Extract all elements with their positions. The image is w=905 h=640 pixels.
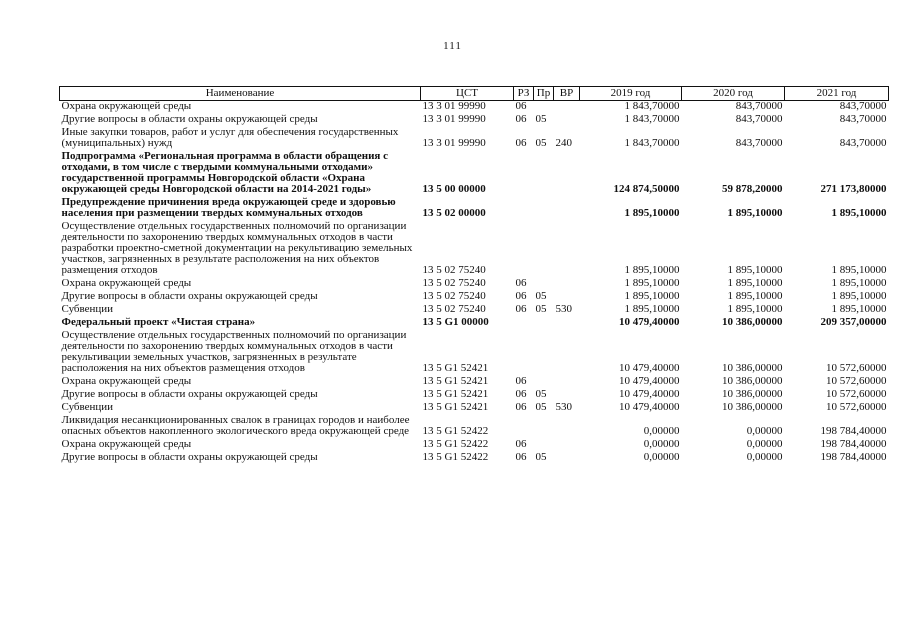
cell-pr bbox=[534, 197, 554, 221]
header-row bbox=[60, 87, 889, 101]
cell-rz: 06 bbox=[515, 277, 527, 289]
cell-2020: 0,00000 bbox=[746, 425, 783, 437]
cell-2021: 1 895,10000 bbox=[831, 303, 887, 315]
cell-name: Иные закупки товаров, работ и услуг для обеспечения государственных (муниципальных) нужд bbox=[61, 126, 399, 149]
cell-cst: 13 5 G1 52422 bbox=[422, 425, 489, 437]
cell-vr bbox=[554, 439, 580, 452]
cell-vr bbox=[554, 317, 580, 330]
cell-2019: 0,00000 bbox=[643, 425, 680, 437]
cell-name: Субвенции bbox=[61, 303, 114, 315]
cell-rz: 06 bbox=[515, 375, 527, 387]
cell-2019: 1 895,10000 bbox=[624, 207, 680, 219]
table-row bbox=[60, 330, 889, 376]
cell-2021: 843,70000 bbox=[839, 100, 887, 112]
cell-2021: 271 173,80000 bbox=[820, 183, 887, 195]
cell-pr: 05 bbox=[535, 113, 547, 125]
cell-rz bbox=[514, 317, 534, 330]
table-row bbox=[60, 197, 889, 221]
cell-2020: 10 386,00000 bbox=[722, 401, 783, 413]
cell-2021: 843,70000 bbox=[839, 137, 887, 149]
cell-pr: 05 bbox=[535, 303, 547, 315]
cell-name: Другие вопросы в области охраны окружающей среды bbox=[61, 113, 318, 125]
cell-2021: 1 895,10000 bbox=[831, 264, 887, 276]
cell-2021: 198 784,40000 bbox=[820, 425, 887, 437]
cell-rz: 06 bbox=[515, 100, 527, 112]
cell-cst: 13 3 01 99990 bbox=[422, 100, 486, 112]
table-body bbox=[60, 101, 889, 466]
cell-rz bbox=[514, 197, 534, 221]
cell-vr bbox=[554, 278, 580, 291]
table-row bbox=[60, 151, 889, 197]
cell-2020: 10 386,00000 bbox=[722, 362, 783, 374]
cell-2019: 1 843,70000 bbox=[624, 100, 680, 112]
cell-2020: 843,70000 bbox=[735, 100, 783, 112]
cell-name: Осуществление отдельных государственных полномочий по организации деятельности по захоронению твердых коммунальных отходов в части рекультивации земельных участков, загрязненных в результате расположения на них объектов размещения отходов bbox=[61, 329, 407, 374]
cell-2021: 198 784,40000 bbox=[820, 438, 887, 450]
table-row bbox=[60, 415, 889, 439]
cell-cst: 13 5 G1 52421 bbox=[422, 401, 489, 413]
cell-name: Ликвидация несанкционированных свалок в границах городов и наиболее опасных объектов накопленного экологического вреда окружающей среде bbox=[61, 414, 410, 437]
cell-cst: 13 5 02 75240 bbox=[422, 303, 486, 315]
cell-2020: 1 895,10000 bbox=[727, 290, 783, 302]
page-number: 111 bbox=[443, 40, 462, 52]
cell-vr bbox=[554, 221, 580, 278]
cell-2020: 10 386,00000 bbox=[722, 388, 783, 400]
cell-rz: 06 bbox=[515, 290, 527, 302]
cell-pr bbox=[534, 101, 554, 115]
cell-2020: 10 386,00000 bbox=[722, 316, 783, 328]
cell-2021: 10 572,60000 bbox=[826, 362, 887, 374]
cell-name: Предупреждение причинения вреда окружающей среде и здоровью населения при размещении твердых коммунальных отходов bbox=[61, 196, 396, 219]
cell-cst: 13 5 02 75240 bbox=[422, 290, 486, 302]
table-header bbox=[60, 87, 889, 101]
cell-2019: 0,00000 bbox=[643, 438, 680, 450]
cell-2021: 10 572,60000 bbox=[826, 401, 887, 413]
cell-vr bbox=[554, 151, 580, 197]
table-row bbox=[60, 452, 889, 465]
cell-2021: 1 895,10000 bbox=[831, 290, 887, 302]
cell-pr bbox=[534, 415, 554, 439]
cell-pr: 05 bbox=[535, 451, 547, 463]
header-2020: 2020 год bbox=[682, 87, 785, 101]
cell-name: Подпрограмма «Региональная программа в области обращения с отходами, в том числе с твердыми коммунальными отходами» государственной программы Новгородской области «Охрана окружающей среды Новгородской области на 2014-2021 годы» bbox=[61, 150, 389, 195]
cell-name: Осуществление отдельных государственных полномочий по организации деятельности по захоронению твердых коммунальных отходов в части разработки проектно-сметной документации на рекультивацию земельных участков, загрязненных в результате расположения на них объектов размещения отходов bbox=[61, 220, 413, 276]
cell-cst: 13 5 G1 52421 bbox=[422, 362, 489, 374]
cell-2020: 1 895,10000 bbox=[727, 264, 783, 276]
cell-2021: 1 895,10000 bbox=[831, 277, 887, 289]
cell-cst: 13 5 G1 52421 bbox=[422, 388, 489, 400]
cell-pr: 05 bbox=[535, 401, 547, 413]
cell-2019: 10 479,40000 bbox=[619, 388, 680, 400]
header-cst: ЦСТ bbox=[421, 87, 514, 101]
cell-pr bbox=[534, 151, 554, 197]
cell-2020: 0,00000 bbox=[746, 451, 783, 463]
header-2021: 2021 год bbox=[785, 87, 889, 101]
cell-cst: 13 5 G1 52421 bbox=[422, 375, 489, 387]
cell-name: Другие вопросы в области охраны окружающей среды bbox=[61, 451, 318, 463]
cell-2021: 198 784,40000 bbox=[820, 451, 887, 463]
header-vr: ВР bbox=[554, 87, 580, 101]
cell-vr bbox=[554, 197, 580, 221]
cell-vr bbox=[554, 376, 580, 389]
cell-2020: 843,70000 bbox=[735, 113, 783, 125]
cell-vr bbox=[554, 101, 580, 115]
cell-rz: 06 bbox=[515, 303, 527, 315]
cell-2019: 1 843,70000 bbox=[624, 137, 680, 149]
cell-name: Субвенции bbox=[61, 401, 114, 413]
cell-rz: 06 bbox=[515, 438, 527, 450]
cell-vr: 530 bbox=[555, 401, 572, 413]
cell-name: Охрана окружающей среды bbox=[61, 375, 192, 387]
cell-2020: 1 895,10000 bbox=[727, 277, 783, 289]
cell-2019: 10 479,40000 bbox=[619, 375, 680, 387]
cell-cst: 13 5 G1 52422 bbox=[422, 438, 489, 450]
cell-rz bbox=[514, 330, 534, 376]
cell-2019: 1 895,10000 bbox=[624, 290, 680, 302]
cell-rz: 06 bbox=[515, 388, 527, 400]
cell-name: Охрана окружающей среды bbox=[61, 100, 192, 112]
cell-2020: 0,00000 bbox=[746, 438, 783, 450]
cell-2020: 59 878,20000 bbox=[722, 183, 783, 195]
cell-name: Другие вопросы в области охраны окружающей среды bbox=[61, 290, 318, 302]
cell-2020: 10 386,00000 bbox=[722, 375, 783, 387]
cell-vr bbox=[554, 114, 580, 127]
cell-name: Охрана окружающей среды bbox=[61, 277, 192, 289]
cell-cst: 13 5 02 00000 bbox=[422, 207, 486, 219]
cell-cst: 13 5 02 75240 bbox=[422, 277, 486, 289]
cell-pr: 05 bbox=[535, 137, 547, 149]
cell-pr: 05 bbox=[535, 388, 547, 400]
cell-2019: 0,00000 bbox=[643, 451, 680, 463]
cell-cst: 13 5 G1 00000 bbox=[422, 316, 489, 328]
cell-2021: 10 572,60000 bbox=[826, 375, 887, 387]
header-rz: РЗ bbox=[514, 87, 534, 101]
cell-2019: 1 895,10000 bbox=[624, 277, 680, 289]
table-row bbox=[60, 127, 889, 151]
cell-pr bbox=[534, 221, 554, 278]
cell-2021: 1 895,10000 bbox=[831, 207, 887, 219]
cell-2020: 843,70000 bbox=[735, 137, 783, 149]
cell-2019: 10 479,40000 bbox=[619, 316, 680, 328]
cell-2020: 1 895,10000 bbox=[727, 207, 783, 219]
cell-pr: 05 bbox=[535, 290, 547, 302]
cell-pr bbox=[534, 317, 554, 330]
cell-vr bbox=[554, 452, 580, 465]
cell-2019: 1 895,10000 bbox=[624, 264, 680, 276]
cell-2021: 209 357,00000 bbox=[820, 316, 887, 328]
cell-2019: 1 843,70000 bbox=[624, 113, 680, 125]
cell-name: Охрана окружающей среды bbox=[61, 438, 192, 450]
cell-2019: 1 895,10000 bbox=[624, 303, 680, 315]
cell-name: Федеральный проект «Чистая страна» bbox=[61, 316, 256, 328]
cell-2019: 10 479,40000 bbox=[619, 401, 680, 413]
cell-name: Другие вопросы в области охраны окружающей среды bbox=[61, 388, 318, 400]
cell-rz bbox=[514, 415, 534, 439]
cell-cst: 13 3 01 99990 bbox=[422, 137, 486, 149]
budget-table bbox=[59, 86, 889, 465]
table-row bbox=[60, 101, 889, 115]
cell-rz: 06 bbox=[515, 137, 527, 149]
cell-cst: 13 5 02 75240 bbox=[422, 264, 486, 276]
cell-vr bbox=[554, 330, 580, 376]
cell-cst: 13 5 00 00000 bbox=[422, 183, 486, 195]
cell-cst: 13 3 01 99990 bbox=[422, 113, 486, 125]
header-name: Наименование bbox=[60, 87, 421, 101]
cell-vr bbox=[554, 415, 580, 439]
cell-rz bbox=[514, 151, 534, 197]
cell-vr: 240 bbox=[555, 137, 572, 149]
cell-2019: 10 479,40000 bbox=[619, 362, 680, 374]
cell-2021: 10 572,60000 bbox=[826, 388, 887, 400]
cell-2021: 843,70000 bbox=[839, 113, 887, 125]
cell-rz: 06 bbox=[515, 113, 527, 125]
cell-rz: 06 bbox=[515, 451, 527, 463]
cell-rz bbox=[514, 221, 534, 278]
cell-2019: 124 874,50000 bbox=[613, 183, 680, 195]
cell-rz: 06 bbox=[515, 401, 527, 413]
table-row bbox=[60, 221, 889, 278]
header-2019: 2019 год bbox=[580, 87, 682, 101]
cell-2020: 1 895,10000 bbox=[727, 303, 783, 315]
cell-cst: 13 5 G1 52422 bbox=[422, 451, 489, 463]
cell-vr: 530 bbox=[555, 303, 572, 315]
header-pr: Пр bbox=[534, 87, 554, 101]
cell-pr bbox=[534, 330, 554, 376]
